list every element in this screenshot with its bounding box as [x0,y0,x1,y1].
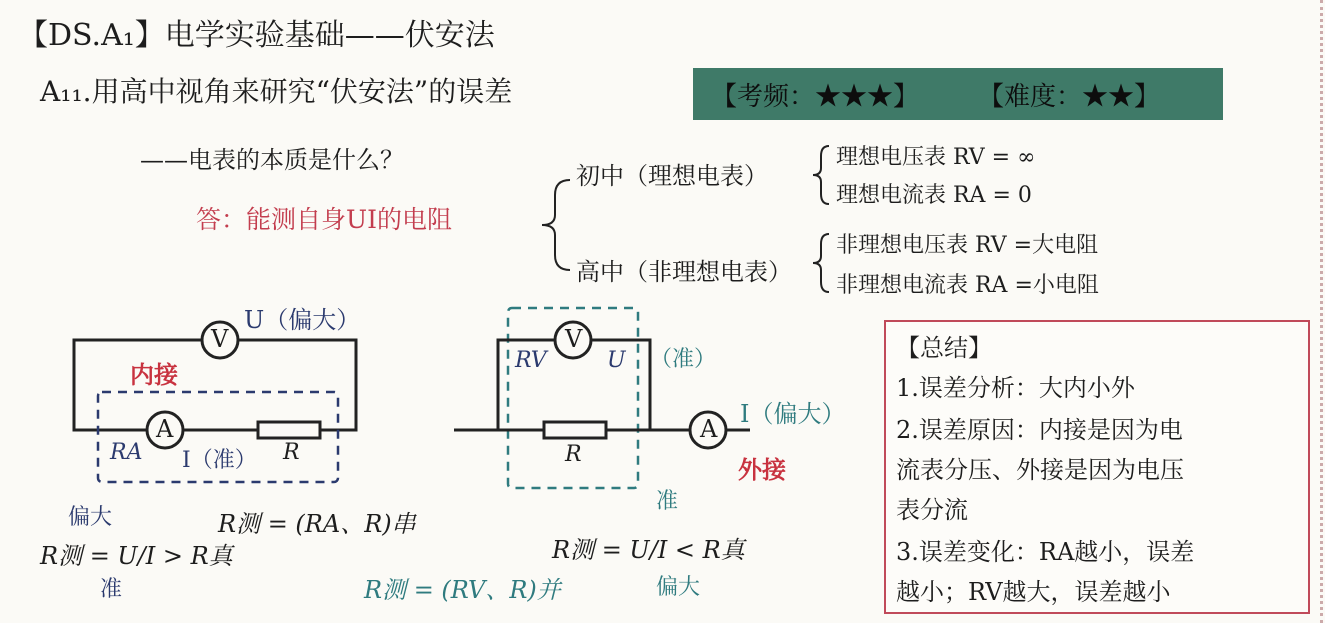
internal-ra-label: RA [110,440,143,465]
summary-line: 3.误差变化：RA越小，误差 [896,538,1195,566]
frequency-rating: 【考频：★★★】 [711,82,920,112]
summary-line: 表分流 [896,496,968,524]
answer-text: 答：能测自身UI的电阻 [196,205,452,234]
summary-heading: 【总结】 [896,334,992,362]
summary-line: 越小；RV越大，误差越小 [896,578,1171,606]
internal-series-formula: R测 = (RA、R)串 [218,510,416,538]
external-voltmeter-letter: V [565,325,583,353]
summary-line: 流表分压、外接是因为电压 [896,456,1184,484]
lesson-heading: A₁₁.用高中视角来研究“伏安法”的误差 [40,75,513,108]
resistor-symbol [258,422,320,438]
summary-line: 1.误差分析：大内小外 [896,374,1135,402]
page-title: 【DS.A₁】电学实验基础——伏安法 [18,18,495,53]
junior-category: 初中（理想电表） [576,162,768,190]
external-formula: R测 = U/I < R真 [552,536,745,564]
external-u-label: U [607,348,626,373]
internal-i-label: I（准） [182,448,257,473]
external-name: 外接 [738,455,786,484]
external-bottom-note: 偏大 [656,575,701,600]
difficulty-rating: 【难度：★★】 [978,82,1161,112]
external-r-label: R [565,442,582,467]
external-i-label: I（偏大） [740,400,846,428]
junior-ammeter: 理想电流表 RA = 0 [836,183,1032,208]
internal-ammeter-letter: A [156,415,174,443]
internal-r-label: R [283,440,300,465]
senior-category: 高中（非理想电表） [576,258,792,286]
external-top-note: 准 [656,489,679,514]
question-text: ——电表的本质是什么？ [140,146,404,174]
internal-name: 内接 [130,360,178,389]
internal-voltmeter-letter: V [211,325,229,353]
junior-voltmeter: 理想电压表 RV = ∞ [836,145,1036,170]
internal-u-label: U（偏大） [244,306,361,334]
senior-ammeter: 非理想电流表 RA =小电阻 [836,273,1099,298]
senior-voltmeter: 非理想电压表 RV =大电阻 [836,233,1099,258]
internal-formula: R测 = U/I > R真 [40,542,233,570]
external-ammeter-letter: A [700,415,718,443]
rating-banner [693,68,1223,120]
page-edge-dots [1320,0,1323,623]
external-u-note: （准） [650,347,717,372]
summary-line: 2.误差原因：内接是因为电 [896,416,1183,444]
internal-top-note: 偏大 [68,505,113,530]
external-rv-label: RV [515,348,547,373]
resistor-symbol [544,422,606,438]
external-parallel-formula: R测 = (RV、R)并 [364,576,561,604]
junior-brace [805,140,835,210]
internal-bottom-note: 准 [100,577,123,602]
external-circuit-diagram [450,300,750,490]
summary-box [884,320,1310,614]
senior-brace [805,228,835,298]
